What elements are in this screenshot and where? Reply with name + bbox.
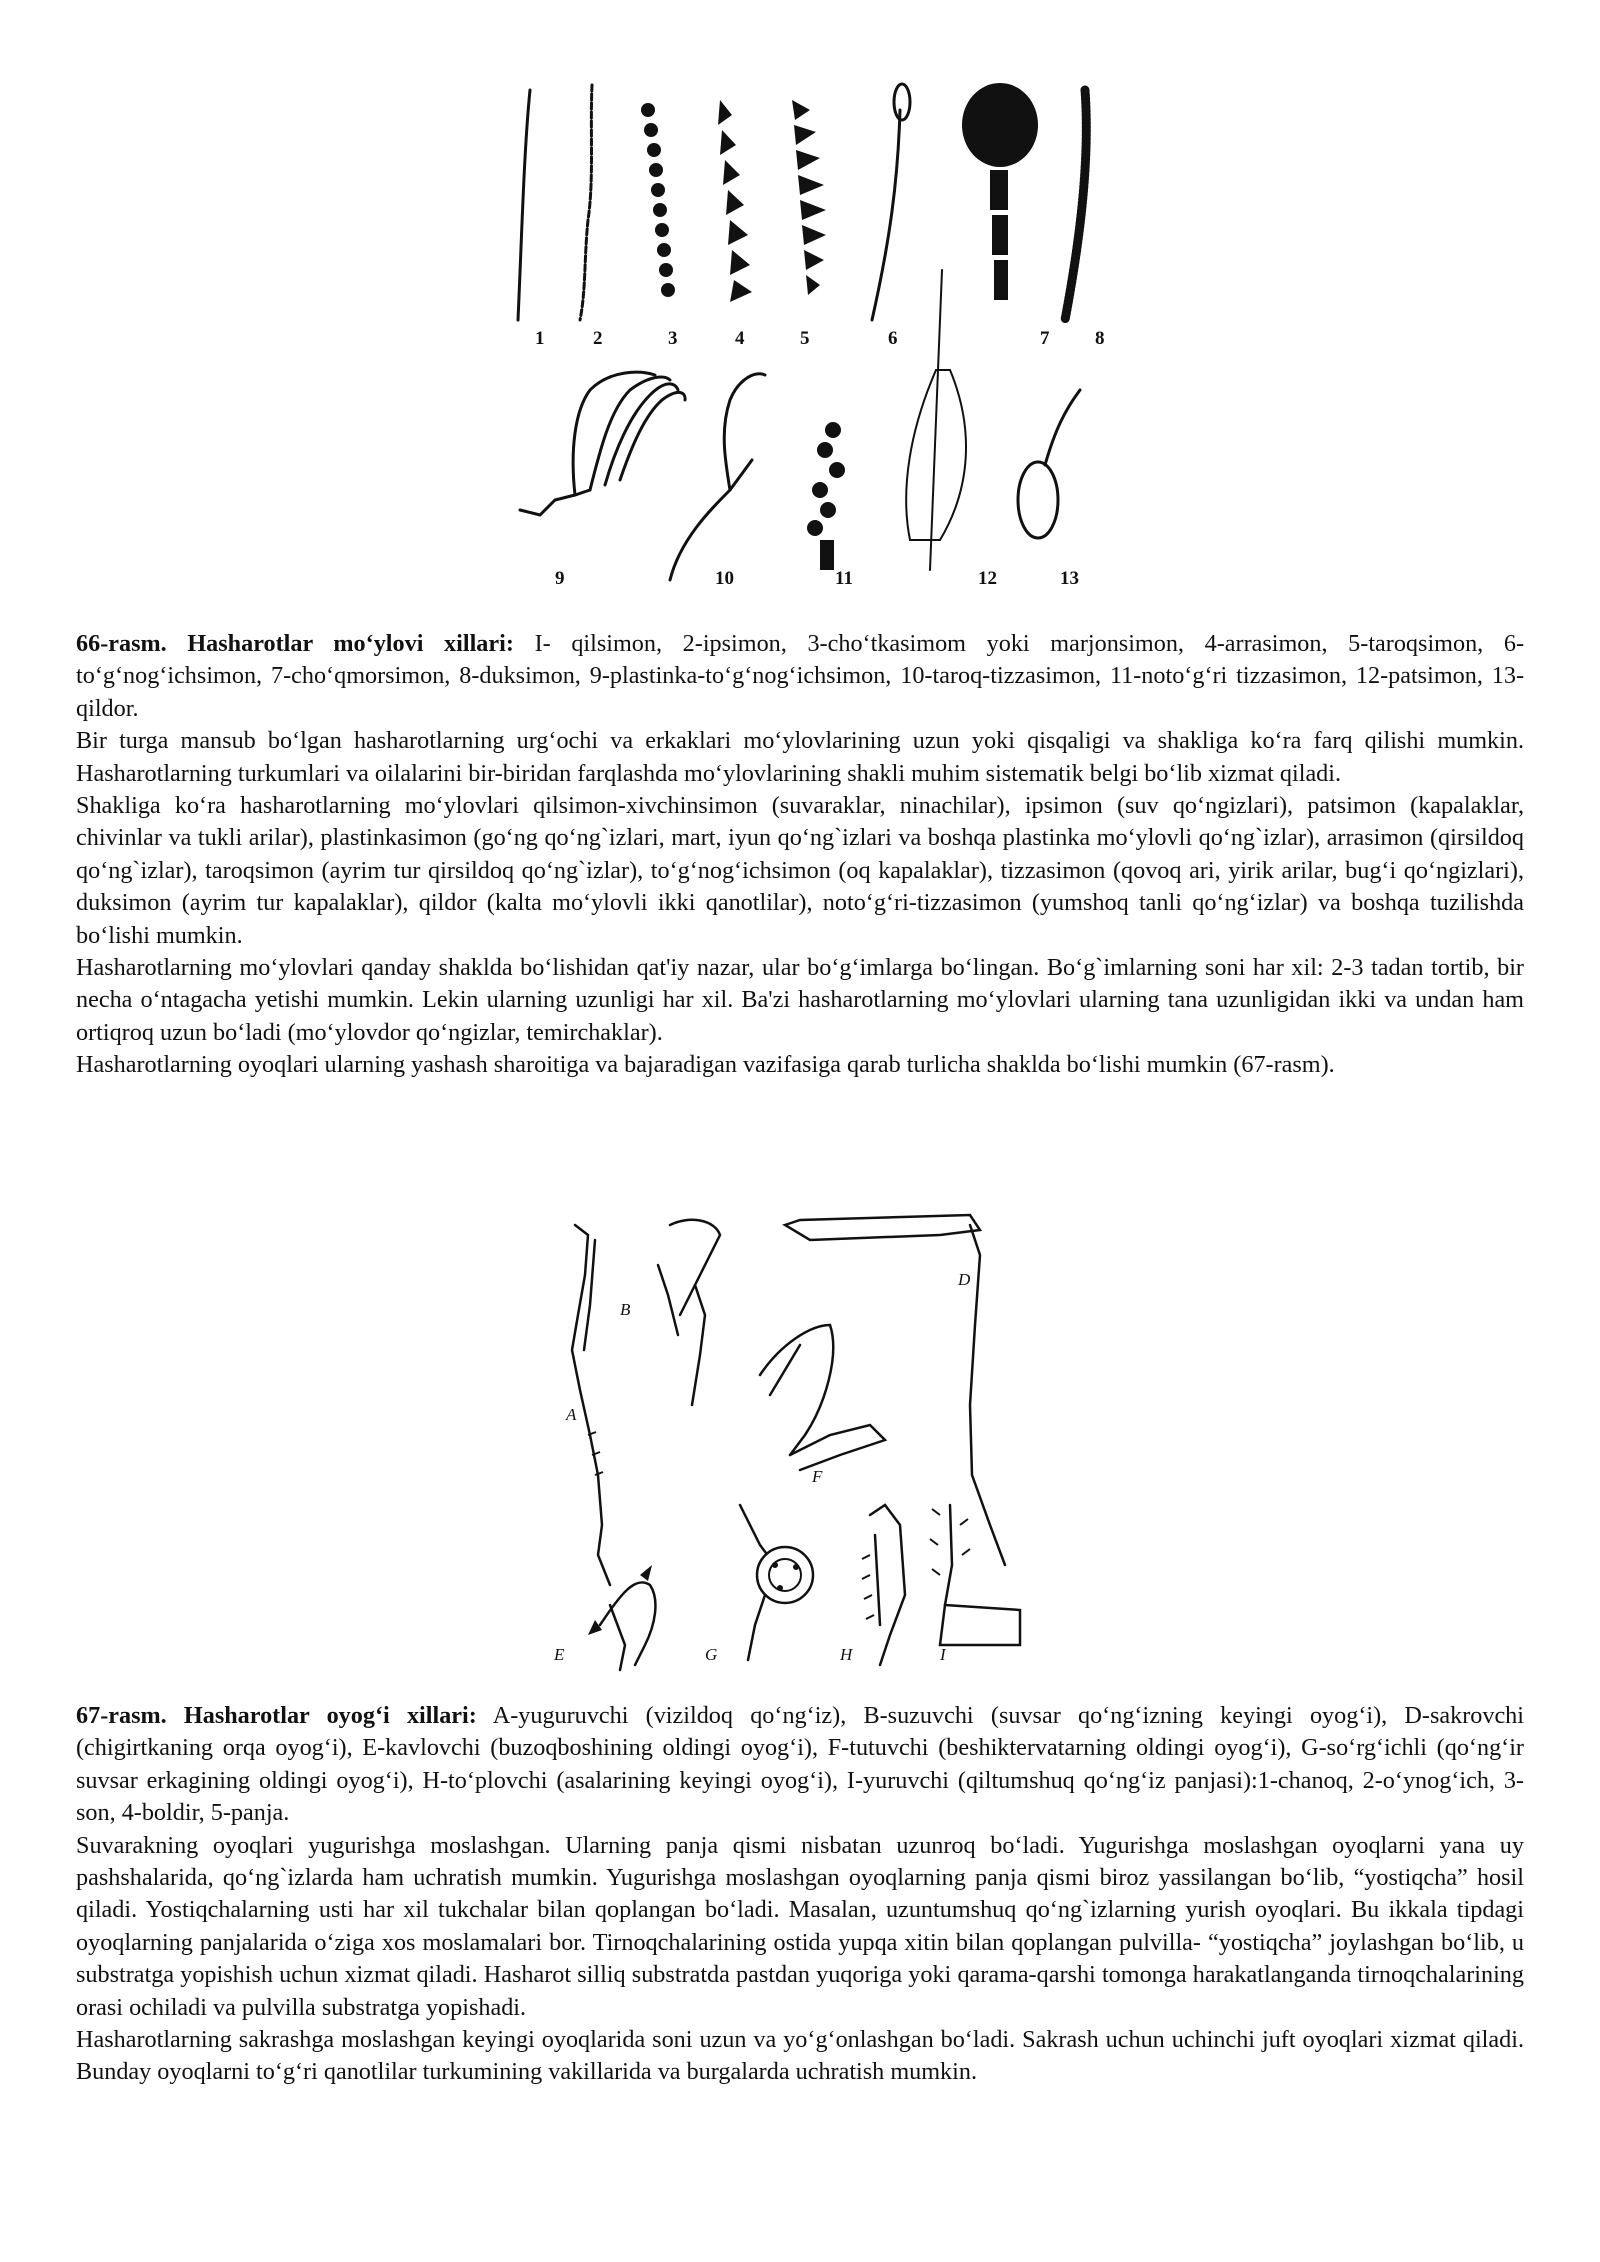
text-section-2 [76,1700,1524,2089]
antennae-figure [480,70,1140,600]
leg-label-g: G [705,1645,718,1664]
paragraph-2: Shakliga ko‘ra hasharotlarning mo‘ylovlari qilsimon-xivchinsimon (suvaraklar, ninachilar), ipsimon (suv qo‘ngizlari), patsimon (kapalaklar, chivinlar va tukli arilar), plastinkasimon (go‘ng qo‘ng`izlari, mart, iyun qo‘ng`izlari va boshqa plastinka mo‘ylovli qo‘ng`izlar), arrasimon (qirsildoq qo‘ng`izlar), taroqsimon (ayrim tur qirsildoq qo‘ng`izlar), to‘g‘nog‘ichsimon (oq kapalaklar), tizzasimon (qovoq ari, yirik arilar, bug‘i qo‘ngizlari), duksimon (ayrim tur kapalaklar), qildor (kalta mo‘ylovli ikki qanotlilar), noto‘g‘ri-tizzasimon (yumshoq tanli qo‘ng‘izlar) va boshqa tuzilishda bo‘lishi mumkin. [76,792,1524,949]
antenna-label-5: 5 [800,328,810,349]
leg-label-h: H [840,1645,853,1664]
leg-label-f: F [812,1467,823,1486]
paragraph-6: Hasharotlarning sakrashga moslashgan keyingi oyoqlarida soni uzun va yo‘g‘onlashgan bo‘ladi. Sakrash uchun uchinchi juft oyoqlari xizmat qiladi. Bunday oyoqlarni to‘g‘ri qanotlilar turkumining vakillarida va burgalarda uchratish mumkin. [76,2026,1524,2086]
leg-label-b: B [620,1300,631,1319]
leg-label-a: A [566,1405,577,1424]
antenna-label-3: 3 [668,328,678,349]
figure-67-caption-head: 67-rasm. Hasharotlar oyog‘i xillari: [76,1702,477,1729]
paragraph-4: Hasharotlarning oyoqlari ularning yashash sharoitiga va bajaradigan vazifasiga qarab turlicha shaklda bo‘lishi mumkin (67-rasm). [76,1051,1335,1079]
antenna-label-10: 10 [715,568,734,589]
antenna-label-6: 6 [888,328,898,349]
antenna-label-13: 13 [1060,568,1079,589]
paragraph-1: Bir turga mansub bo‘lgan hasharotlarning urg‘ochi va erkaklari mo‘ylovlarining uzun yoki qisqaligi va shakliga ko‘ra farq qilishi mumkin. Hasharotlarning turkumlari va oilalarini bir-biridan farqlashda mo‘ylovlarining shakli muhim sistematik belgi bo‘lib xizmat qiladi. [76,727,1524,787]
legs-illustration [540,1205,1070,1675]
figure-67-caption [76,1700,1524,1830]
figure-66-caption [76,628,1524,725]
figure-67-caption-body: A-yuguruvchi (vizildoq qo‘ng‘iz), B-suzuvchi (suvsar qo‘ng‘izning keyingi oyog‘i), D-sakrovchi (chigirtkaning orqa oyog‘i), E-kavlovchi (buzoqboshining oldingi oyog‘i), F-tutuvchi (beshiktervatarning oldingi oyog‘i), G-so‘rg‘ichli (qo‘ng‘ir suvsar erkagining oldingi oyog‘i), H-to‘plovchi (asalarining keyingi oyog‘i), I-yuruvchi (qiltumshuq qo‘ng‘iz panjasi):1-chanoq, 2-o‘ynog‘ich, 3-son, 4-boldir, 5-panja. [76,1702,1524,1827]
figure-66-caption-body: I- qilsimon, 2-ipsimon, 3-cho‘tkasimom yoki marjonsimon, 4-arrasimon, 5-taroqsimon, 6-to‘g‘nog‘ichsimon, 7-cho‘qmorsimon, 8-duksimon, 9-plastinka-to‘g‘nog‘ichsimon, 10-taroq-tizzasimon, 11-noto‘g‘ri tizzasimon, 12-patsimon, 13-qildor. [76,630,1524,722]
antenna-label-8: 8 [1095,328,1105,349]
antenna-label-9: 9 [555,568,565,589]
leg-label-i: I [940,1645,946,1664]
figure-66-caption-head: 66-rasm. Hasharotlar mo‘ylovi xillari: [76,630,514,657]
antenna-label-11: 11 [835,568,853,589]
leg-label-e: E [554,1645,565,1664]
paragraph-5: Suvarakning oyoqlari yugurishga moslashgan. Ularning panja qismi nisbatan uzunroq bo‘ladi. Yugurishga moslashgan oyoqlarni yana uy pashshalarida, qo‘ng`izlarda ham uchratish mumkin. Yugurishga moslashgan oyoqlarning panja qismi biroz yassilangan bo‘lib, “yostiqcha” hosil qiladi. Yostiqchalarning usti har xil tukchalar bilan qoplangan bo‘ladi. Masalan, uzuntumshuq qo‘ng`izlarning yurish oyoqlari. Bu ikkala tipdagi oyoqlarning panjalarida o‘ziga xos moslamalari bor. Tirnoqchalarining ostida yupqa xitin bilan qoplangan pulvilla- “yostiqcha” joylashgan bo‘lib, u substratga yopishish uchun xizmat qiladi. Hasharot silliq substratda pastdan yuqoriga yoki qarama-qarshi tomonga harakatlanganda tirnoqchalarining orasi ochiladi va pulvilla substratga yopishadi. [76,1831,1524,2021]
antenna-label-4: 4 [735,328,745,349]
antenna-label-2: 2 [593,328,603,349]
antenna-label-1: 1 [535,328,545,349]
legs-figure [540,1205,1070,1675]
paragraph-3: Hasharotlarning mo‘ylovlari qanday shaklda bo‘lishidan qat'iy nazar, ular bo‘g‘imlarga bo‘lingan. Bo‘g`imlarning soni har xil: 2-3 tadan tortib, bir necha o‘ntagacha yetishi mumkin. Lekin ularning uzunligi har xil. Ba'zi hasharotlarning mo‘ylovlari ularning tana uzunligidan ikki va undan ham ortiqroq uzun bo‘ladi (mo‘ylovdor qo‘ngizlar, temirchaklar). [76,954,1524,1046]
leg-label-d: D [958,1270,971,1289]
antenna-label-12: 12 [978,568,997,589]
text-section-1 [76,628,1524,1082]
antenna-label-7: 7 [1040,328,1050,349]
